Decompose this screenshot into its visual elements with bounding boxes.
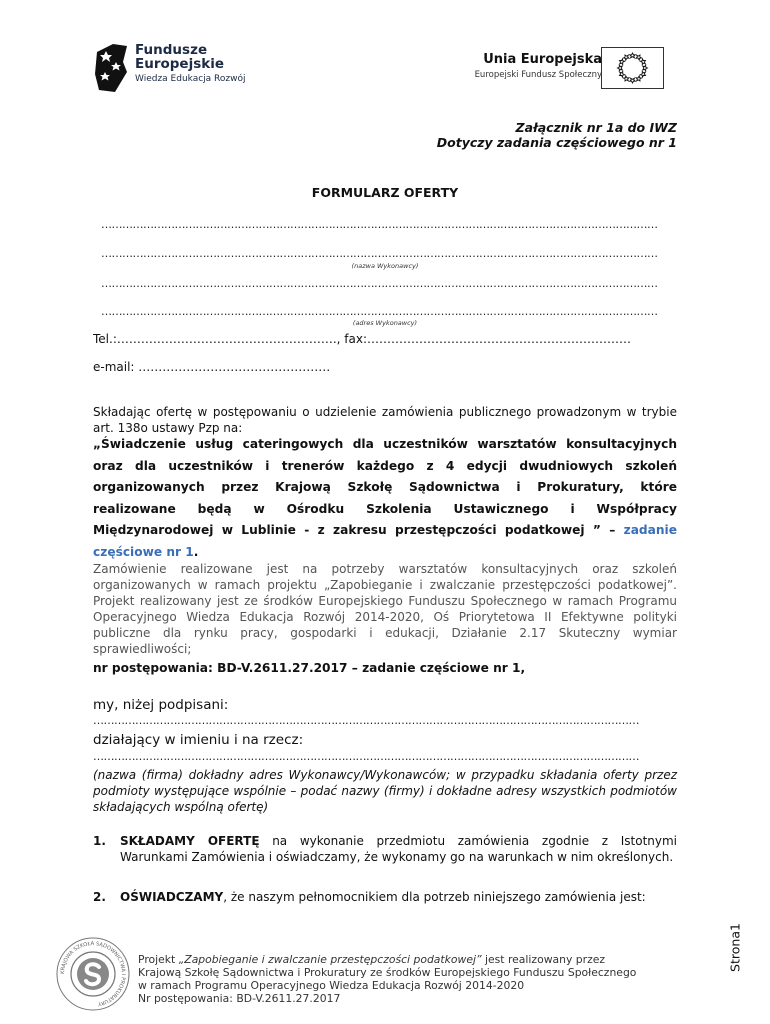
declaration-number: 2. [93,890,106,904]
acting-on-behalf-label: działający w imieniu i na rzecz: [93,732,304,748]
company-note: (nazwa (firma) dokładny adres Wykonawcy/Wykonawców; w przypadku składania oferty przez podmioty występujące wspólnie – podać nazwy (firmy) i dokładne adresy wszystkich podmiotów składających wspólną ofertę) [93,768,677,814]
fe-logo-line2: Europejskie [135,56,225,72]
procedure-number: nr postępowania: BD-V.2611.27.2017 – zadanie częściowe nr 1, [93,661,526,675]
tender-title [93,434,677,563]
contractor-address-field-1[interactable]: …………………………………………………………………………………………………………………………………………… [101,277,658,290]
footer-line1: Projekt „Zapobieganie i zwalczanie przestępczości podatkowej” jest realizowany przez [138,953,606,966]
contractor-address-caption: (adres Wykonawcy) [352,319,418,327]
we-undersigned-label: my, niżej podpisani: [93,697,229,713]
task-dot: . [193,544,199,559]
attachment-line2: Dotyczy zadania częściowego nr 1 [436,135,677,150]
tel-fax-field[interactable]: Tel.:………………………………………………., fax:………………………………………………………… [93,332,632,346]
task-link[interactable]: zadanie częściowe nr 1 [93,523,677,559]
ue-logo-line2: Europejski Fundusz Społeczny [474,70,602,80]
footer-line4: Nr postępowania: BD-V.2611.27.2017 [138,992,341,1005]
fe-logo-line1: Fundusze [135,42,208,58]
email-field[interactable]: e-mail: ………………………………………… [93,360,331,374]
contractor-name-field-2[interactable]: …………………………………………………………………………………………………………………………………………… [101,247,658,260]
declaration-item-2 [93,889,677,905]
contractor-name-field-1[interactable]: …………………………………………………………………………………………………………………………………………… [101,218,658,231]
contractor-address-field-2[interactable]: …………………………………………………………………………………………………………………………………………… [101,305,658,318]
page-number-label: Strona1 [727,923,743,972]
tender-title-text: „Świadczenie usług cateringowych dla uczestników warsztatów konsultacyjnych oraz dla uczestników i trenerów każdego z 4 edycji dwudniowych szkoleń organizowanych przez Krajową Szkołę Sądownictwa i Prokuratury, które realizowane będą w Ośrodku Szkolenia Ustawicznego i Współpracy Międzynarodowej w Lublinie - z zakresu przestępczości podatkowej ” – [93,437,677,537]
fe-stars-icon [93,42,131,94]
attachment-heading [437,120,677,150]
fe-logo-line3: Wiedza Edukacja Rozwój [135,74,246,84]
eu-flag-icon [601,47,664,89]
company-field[interactable]: ………………………………………………………………………………………………………………………………………… [93,750,639,763]
declaration-bold: SKŁADAMY OFERTĘ [120,834,260,848]
fundusze-europejskie-logo [93,42,263,94]
attachment-line1: Załącznik nr 1a do IWZ [515,120,677,135]
intro-text: Składając ofertę w postępowaniu o udzielenie zamówienia publicznego prowadzonym w trybie art. 138o ustawy Pzp na: [93,405,677,435]
declaration-text: na wykonanie przedmiotu zamówienia zgodnie z Istotnymi Warunkami Zamówienia i oświadczamy, że wykonamy go na warunkach w nim określonych. [120,834,678,864]
footer [138,953,698,1005]
declaration-number: 1. [93,834,106,848]
signatories-field[interactable]: ………………………………………………………………………………………………………………………………………… [93,714,639,727]
declaration-item-1 [93,833,677,865]
footer-line2: Krajową Szkołę Sądownictwa i Prokuratury ze środków Europejskiego Funduszu Społecznego [138,966,637,979]
declaration-text: , że naszym pełnomocnikiem dla potrzeb niniejszego zamówienia jest: [223,890,646,904]
contractor-name-caption: (nazwa Wykonawcy) [351,262,419,270]
declaration-bold: OŚWIADCZAMY [120,890,224,904]
ue-logo-line1: Unia Europejska [483,52,602,67]
kssip-seal-icon [55,936,131,1012]
page-title: FORMULARZ OFERTY [311,185,459,200]
project-description: Zamówienie realizowane jest na potrzeby warsztatów konsultacyjnych oraz szkoleń organizowanych w ramach projektu „Zapobieganie i zwalczanie przestępczości podatkowej”. Projekt realizowany jest ze środków Europejskiego Funduszu Społecznego w ramach Programu Operacyjnego Wiedza Edukacja Rozwój 2014-2020, Oś Priorytetowa II Efektywne polityki publiczne dla rynku pracy, gospodarki i edukacji, Działanie 2.17 Skuteczny wymiar sprawiedliwości; [93,562,677,656]
footer-line3: w ramach Programu Operacyjnego Wiedza Edukacja Rozwój 2014-2020 [138,979,525,992]
ue-logo-text [452,52,602,80]
svg-text:KRAJOWA SZKOŁA SĄDOWNICTWA I P: KRAJOWA SZKOŁA SĄDOWNICTWA I PROKURATURY [59,940,127,1007]
